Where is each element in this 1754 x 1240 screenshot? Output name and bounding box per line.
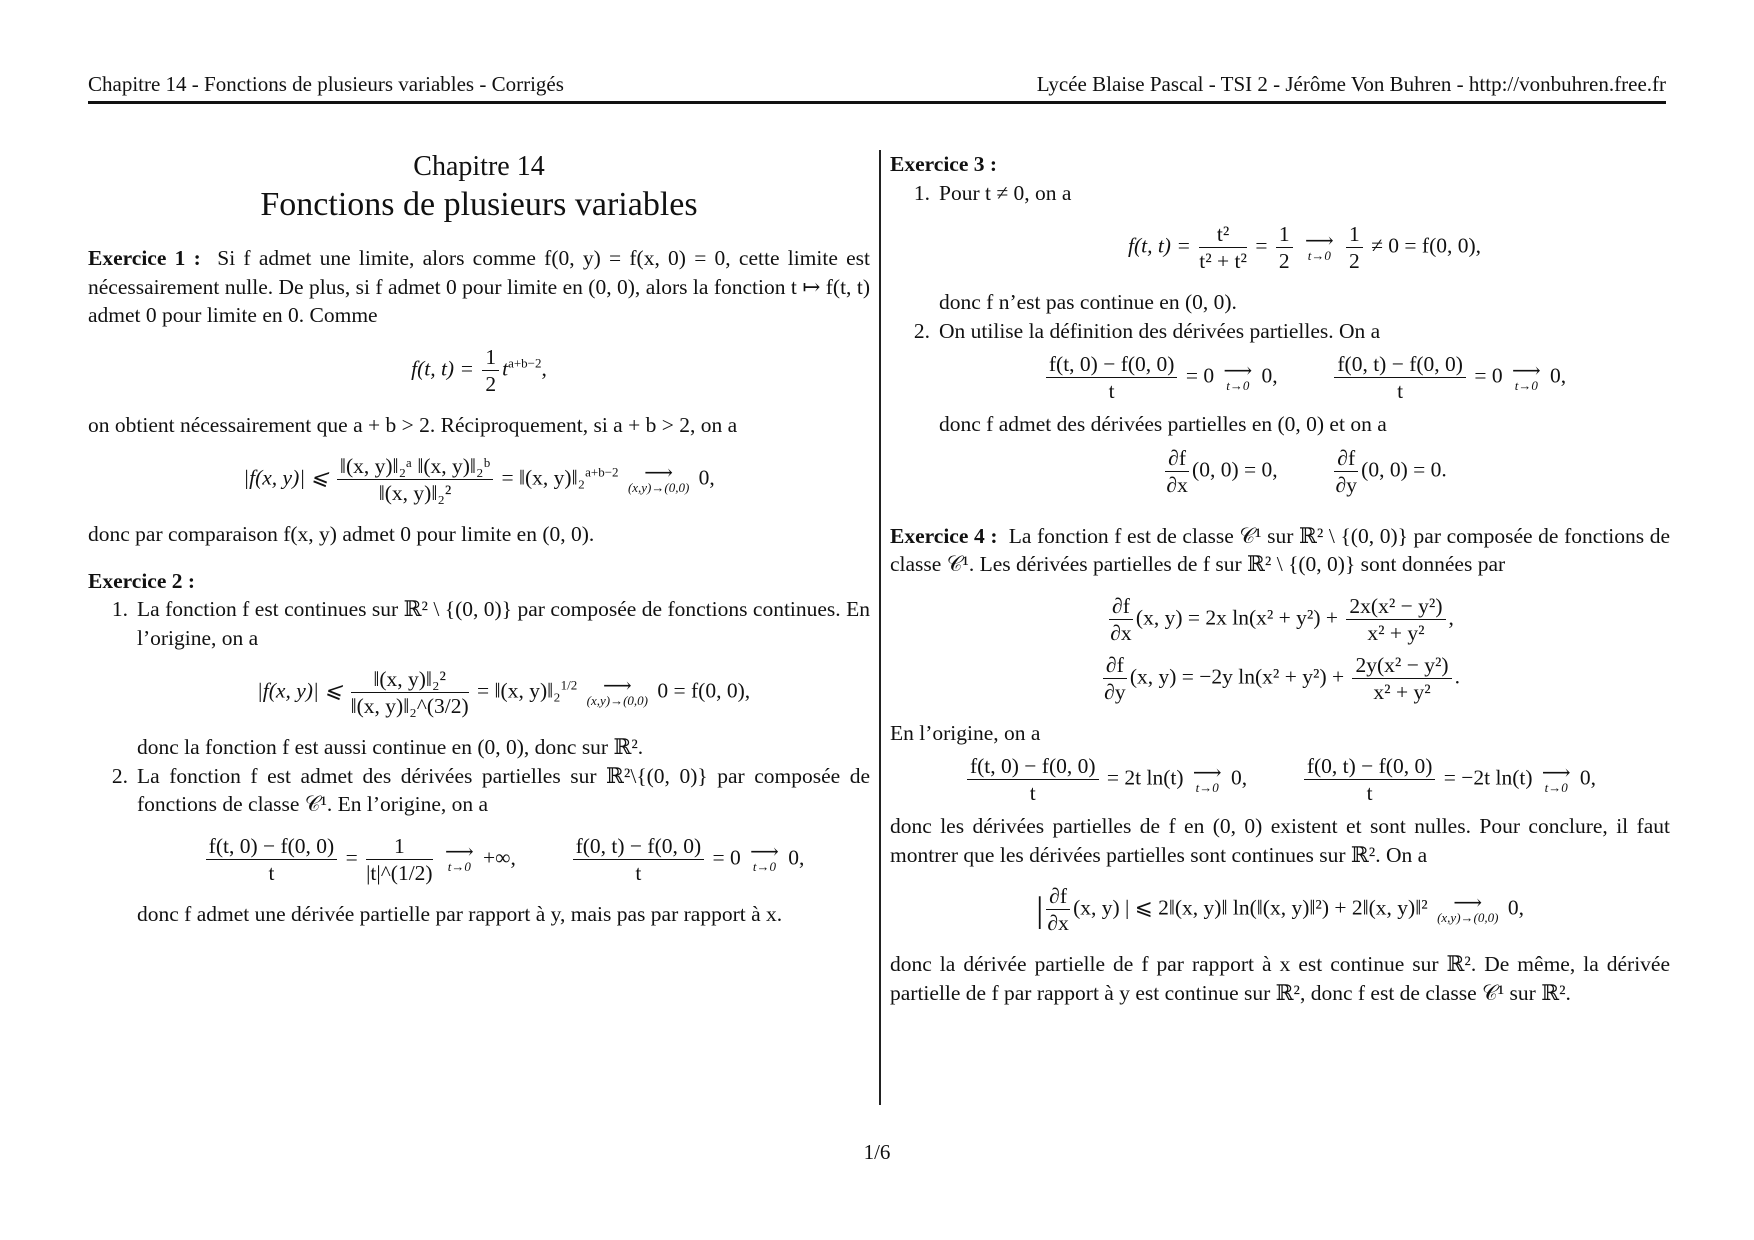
fraction (1352, 652, 1451, 705)
eq-line (890, 593, 1670, 646)
eq-end: 0, (788, 844, 805, 869)
frac-num: 2y(x² − y²) (1352, 652, 1451, 679)
eq-end: 0, (1230, 765, 1248, 790)
frac-den: t² + t² (1199, 249, 1247, 273)
ex4-paragraph-2: En l’origine, on a (890, 720, 1041, 745)
ex1-label: Exercice 1 : (88, 246, 201, 270)
limit-sub: (x,y)→(0,0) (1437, 909, 1499, 925)
frac-den: t (635, 860, 642, 885)
ex1-paragraph-1 (88, 244, 870, 330)
fraction (1304, 753, 1436, 806)
limit-arrow: ⟶ t→0 (750, 841, 779, 874)
exercise-3 (890, 150, 1670, 504)
frac-den: ∂x (1166, 472, 1188, 497)
ex4-paragraph-1 (890, 522, 1670, 579)
running-header-left: Chapitre 14 - Fonctions de plusieurs variables - Corrigés (88, 72, 564, 96)
exponent: a+b−2 (508, 354, 542, 370)
frac-num: ‖(x, y)‖₂² (351, 666, 469, 693)
item-text: La fonction f est continues sur ℝ² \ {(0, 0)} par composée de fonctions continues. En l’origine, on a (137, 597, 870, 650)
item-number: 2. (111, 763, 128, 788)
limit-sub: t→0 (1544, 779, 1568, 795)
limit-sub: t→0 (1226, 377, 1250, 393)
item-after: donc f admet une dérivée partielle par rapport à y, mais pas par rapport à x. (137, 901, 783, 926)
eq-lhs: f(t, t) = (1127, 233, 1191, 258)
frac-num: 1 (482, 344, 499, 371)
ex4-paragraph-3: donc les dérivées partielles de f en (0, 0) existent et sont nulles. Pour conclure, il faut montrer que les dérivées partielles sont continues sur ℝ². On a (890, 814, 1670, 867)
limit-arrow: ⟶ (x,y)→(0,0) (586, 674, 648, 708)
eq-mid: (x, y) = −2y ln(x² + y²) + (1129, 663, 1345, 688)
frac-den: ‖(x, y)‖₂^(3/2) (350, 694, 469, 718)
chapter-title: Fonctions de plusieurs variables (260, 186, 698, 223)
eq-end: 0, (698, 465, 715, 490)
ex2-equation-2 (137, 833, 870, 886)
frac-den: x² + y² (1373, 679, 1431, 704)
eq-end: 0, (1579, 765, 1597, 790)
column-divider (879, 150, 881, 1105)
limit-arrow: ⟶ t→0 (1192, 761, 1222, 795)
ex2-equation-1 (137, 666, 870, 719)
exponent: a+b−2 (585, 464, 619, 480)
eq-lhs: |f(x, y)| ⩽ (243, 465, 329, 490)
ex1-text-1: Si f admet une limite, alors comme f(0, y) = f(x, 0) = 0, cette limite est nécessairement nulle. De plus, si f admet 0 pour limite en (0, 0), alors la fonction t ↦ f(t, t) admet 0 pour limite en 0. Comme (88, 246, 871, 327)
exercise-2 (88, 567, 870, 929)
limit-sub: t→0 (1307, 247, 1331, 263)
eq-sign: = (1255, 233, 1268, 258)
frac-num: f(t, 0) − f(0, 0) (1046, 351, 1178, 378)
header-rule (88, 101, 1666, 104)
frac-num: 2x(x² − y²) (1346, 593, 1445, 620)
frac-den: ∂x (1110, 620, 1132, 645)
frac-den: t (1397, 379, 1404, 403)
limit-arrow: ⟶ t→0 (1223, 359, 1253, 393)
ex1-paragraph-3: donc par comparaison f(x, y) admet 0 pour limite en (0, 0). (88, 522, 595, 546)
eq-end: +∞, (483, 844, 516, 869)
eq-line (890, 652, 1670, 705)
eq-end: , (1448, 604, 1454, 629)
frac-den: t (1108, 379, 1115, 403)
fraction (1103, 652, 1127, 705)
ex1-paragraph-2: on obtient nécessairement que a + b > 2. Réciproquement, si a + b > 2, on a (88, 412, 738, 437)
frac-num: ‖(x, y)‖₂ᵃ ‖(x, y)‖₂ᵇ (337, 453, 493, 480)
fraction (1346, 593, 1445, 646)
ex4-paragraph-4: donc la dérivée partielle de f par rapport à x est continue sur ℝ². De même, la dérivée partielle de f par rapport à y est continue sur ℝ², donc f est de classe 𝒞¹ sur ℝ². (890, 952, 1670, 1005)
frac-num: ∂f (1046, 883, 1070, 910)
eq-lhs: |f(x, y)| ⩽ (256, 678, 343, 703)
limit-arrow: ⟶ (x,y)→(0,0) (1437, 891, 1499, 925)
ex2-item-2 (88, 762, 870, 929)
limit-arrow: ⟶ (x,y)→(0,0) (627, 461, 690, 495)
fraction (1276, 221, 1293, 274)
item-after: donc f n’est pas continue en (0, 0). (939, 290, 1237, 314)
ex3-label: Exercice 3 : (890, 152, 998, 176)
exercise-4 (890, 522, 1670, 1008)
eq-end: 0 = f(0, 0), (657, 678, 751, 703)
frac-num: f(t, 0) − f(0, 0) (967, 753, 1099, 780)
right-column (890, 150, 1670, 1007)
limit-sub: (x,y)→(0,0) (586, 692, 648, 708)
frac-den: ∂x (1047, 911, 1069, 935)
fraction (573, 833, 705, 886)
frac-num: f(0, t) − f(0, 0) (1334, 351, 1466, 378)
frac-den: ∂y (1335, 472, 1357, 497)
frac-num: 1 (366, 833, 432, 860)
chapter-number: Chapitre 14 (413, 151, 545, 182)
frac-den: 2 (1349, 249, 1360, 273)
frac-num: ∂f (1165, 445, 1189, 472)
frac-num: 1 (1276, 221, 1293, 248)
eq-rhs: (0, 0) = 0, (1192, 456, 1278, 481)
eq-end: 0, (1261, 363, 1278, 388)
fraction (206, 833, 338, 886)
item-text: La fonction f est admet des dérivées partielles sur ℝ²\{(0, 0)} par composée de fonctions de classe 𝒞¹. En l’origine, on a (137, 763, 870, 816)
eq-end: ≠ 0 = f(0, 0), (1371, 233, 1482, 258)
ex2-label: Exercice 2 : (88, 568, 196, 593)
fraction (1334, 445, 1358, 498)
exercise-1 (88, 244, 870, 549)
fraction (1165, 445, 1189, 498)
item-number: 1. (913, 180, 930, 205)
eq-mid: = ‖(x, y)‖₂ (477, 678, 561, 703)
ex4-equation-1 (890, 593, 1670, 705)
eq-rhs: (x, y) | ⩽ 2‖(x, y)‖ ln(‖(x, y)‖²) + 2‖(x, y)‖² (1073, 895, 1428, 920)
fraction (366, 833, 432, 886)
fraction (1046, 351, 1178, 404)
limit-arrow: ⟶ t→0 (1541, 761, 1571, 795)
left-column (88, 150, 870, 928)
frac-den: 2 (1278, 249, 1290, 273)
frac-den: t (268, 860, 275, 885)
limit-arrow: ⟶ t→0 (444, 841, 474, 874)
item-number: 2. (913, 318, 930, 343)
ex3-equation-2 (939, 351, 1670, 404)
eq-end: 0, (1550, 363, 1567, 388)
ex4-equation-3 (890, 883, 1670, 936)
frac-num: 1 (1346, 221, 1363, 248)
eq-mid: = 0 (1474, 363, 1503, 388)
limit-arrow: ⟶ t→0 (1511, 359, 1541, 393)
frac-den: ‖(x, y)‖₂² (378, 481, 452, 505)
eq-mid: = ‖(x, y)‖₂ (501, 465, 586, 490)
limit-sub: t→0 (752, 859, 777, 874)
item-number: 1. (111, 597, 128, 621)
frac-den: x² + y² (1367, 620, 1425, 645)
ex1-equation-2 (88, 453, 870, 506)
exponent: 1/2 (560, 677, 578, 693)
ex3-equation-3 (939, 445, 1670, 498)
eq-mid: = 0 (1185, 363, 1215, 388)
limit-sub: (x,y)→(0,0) (627, 479, 690, 495)
fraction (337, 453, 493, 506)
limit-sub: t→0 (447, 859, 471, 874)
frac-den: |t|^(1/2) (366, 860, 433, 885)
frac-den: t (1029, 781, 1036, 805)
frac-num: f(0, t) − f(0, 0) (1304, 753, 1436, 780)
ex2-item-1 (88, 595, 870, 762)
eq-mid: = 0 (712, 844, 741, 869)
eq-rhs: t (502, 355, 509, 380)
ex3-item-1 (890, 179, 1670, 317)
limit-sub: t→0 (1195, 779, 1219, 795)
frac-num: ∂f (1334, 445, 1358, 472)
ex4-equation-2 (890, 753, 1670, 806)
frac-num: f(t, 0) − f(0, 0) (206, 833, 338, 860)
eq-lhs: f(t, t) = (411, 355, 474, 380)
frac-num: ∂f (1109, 593, 1133, 620)
fraction (1334, 351, 1466, 404)
fraction (1109, 593, 1133, 646)
eq-mid: = −2t ln(t) (1443, 765, 1533, 790)
abs-bar: | (1036, 889, 1044, 930)
limit-arrow: ⟶ t→0 (1304, 229, 1334, 263)
ex1-equation-1: f(t, t) = $\frac{1}{2}$ $t^{a+b-2}$, (411, 344, 547, 396)
eq-mid: = 2t ln(t) (1106, 765, 1184, 790)
fraction (482, 344, 499, 397)
eq-end: . (1454, 663, 1460, 688)
fraction (1046, 883, 1070, 936)
frac-num: t² (1199, 221, 1247, 248)
item-text: Pour t ≠ 0, on a (939, 180, 1072, 205)
frac-den: t (1366, 781, 1373, 805)
eq-rhs: (0, 0) = 0. (1361, 456, 1447, 481)
item-after: donc la fonction f est aussi continue en (0, 0), donc sur ℝ². (137, 735, 644, 759)
item-after: donc f admet des dérivées partielles en (0, 0) et on a (939, 412, 1387, 436)
running-header-right: Lycée Blaise Pascal - TSI 2 - Jérôme Von Buhren - http://vonbuhren.free.fr (1036, 72, 1666, 96)
eq-sign: = (345, 844, 358, 869)
fraction (351, 666, 469, 719)
fraction (967, 753, 1099, 806)
fraction (1199, 221, 1247, 274)
frac-num: f(0, t) − f(0, 0) (573, 833, 705, 860)
item-text: On utilise la définition des dérivées partielles. On a (939, 318, 1381, 343)
ex3-equation-1 (939, 221, 1670, 274)
eq-end: 0, (1507, 895, 1524, 920)
limit-sub: t→0 (1514, 377, 1538, 393)
page-number: 1/6 (863, 1140, 891, 1164)
ex4-label: Exercice 4 : (890, 523, 998, 548)
ex3-item-2 (890, 317, 1670, 504)
frac-den: ∂y (1104, 679, 1126, 704)
frac-den: 2 (485, 371, 497, 396)
frac-num: ∂f (1103, 652, 1127, 679)
eq-mid: (x, y) = 2x ln(x² + y²) + (1135, 604, 1339, 629)
ex4-text-1: La fonction f est de classe 𝒞¹ sur ℝ² \ {(0, 0)} par composée de fonctions de classe 𝒞¹. Les dérivées partielles de f sur ℝ² \ {(0, 0)} sont données par (890, 523, 1670, 576)
fraction (1346, 221, 1363, 274)
